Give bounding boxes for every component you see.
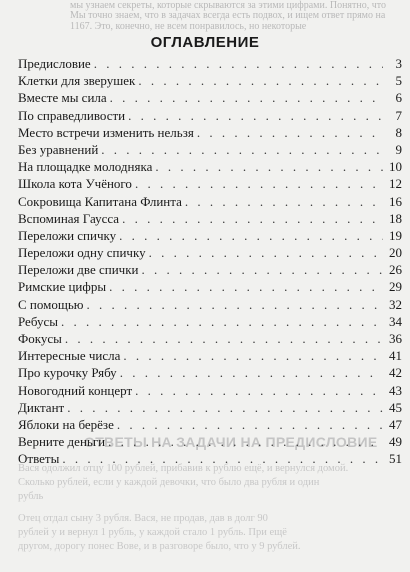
toc-entry[interactable]	[18, 141, 402, 158]
dot-leader	[138, 72, 383, 89]
bleed-through-line: Вася одолжил отцу 100 рублей, прибавив к рублю ещё, и вернулся домой.	[18, 463, 349, 474]
toc-entry-page-number: 16	[389, 193, 402, 209]
toc-title: ОГЛАВЛЕНИЕ	[150, 34, 260, 51]
toc-entry-title: Ответы	[18, 451, 60, 467]
toc-entry-title: Вспоминая Гаусса	[18, 210, 120, 226]
dot-leader	[87, 296, 383, 313]
toc-entry[interactable]	[18, 261, 402, 278]
dot-leader	[110, 89, 383, 106]
toc-entry[interactable]	[18, 399, 402, 416]
toc-entry-title: Переложи одну спичку	[18, 245, 146, 261]
toc-entry-title: По справедливости	[18, 107, 126, 123]
toc-entry-title: Яблоки на берёзе	[18, 416, 114, 432]
toc-entry[interactable]	[18, 433, 402, 450]
toc-entry-title: Предисловие	[18, 56, 91, 71]
toc-entry[interactable]	[18, 416, 402, 433]
dot-leader	[117, 416, 383, 433]
dot-leader	[65, 330, 383, 347]
toc-entry[interactable]	[18, 72, 402, 89]
toc-entry-title: Римские цифры	[18, 279, 107, 295]
dot-leader	[128, 107, 383, 124]
dot-leader	[185, 193, 383, 210]
toc-entry-page-number: 8	[395, 124, 402, 140]
dot-leader	[155, 158, 383, 175]
toc-entry-title: Вместе мы сила	[18, 90, 107, 106]
dot-leader	[119, 227, 383, 244]
toc-entry[interactable]	[18, 175, 402, 192]
toc-entry[interactable]	[18, 347, 402, 364]
toc-entry-title: Верните деньги	[18, 434, 106, 450]
toc-entry-page-number: 47	[389, 416, 402, 432]
toc-entry-title: Клетки для зверушек	[18, 73, 136, 89]
toc-entry-title: Переложи две спички	[18, 262, 139, 278]
toc-entry-page-number: 9	[395, 141, 402, 157]
toc-entry-page-number: 3	[395, 56, 402, 71]
toc-entry[interactable]	[18, 193, 402, 210]
bleed-through-line: Отец отдал сыну 3 рубля. Вася, не продав, дав в долг 90	[18, 513, 268, 524]
dot-leader	[109, 278, 383, 295]
toc-entry-page-number: 42	[389, 365, 402, 381]
toc-entry[interactable]	[18, 313, 402, 330]
toc-entry[interactable]	[18, 278, 402, 295]
toc-entry-title: Про курочку Рябу	[18, 365, 117, 381]
toc-entry[interactable]	[18, 244, 402, 261]
toc-entry-title: Место встречи изменить нельзя	[18, 124, 194, 140]
toc-entry-page-number: 51	[389, 451, 402, 467]
toc-entry[interactable]	[18, 330, 402, 347]
bleed-through-line: Сколько рублей, если у каждой девочки, что было два рубля и один	[18, 477, 320, 488]
dot-leader	[135, 175, 383, 192]
dot-leader	[123, 347, 383, 364]
toc-entry-page-number: 19	[389, 227, 402, 243]
toc-entry-page-number: 32	[389, 296, 402, 312]
dot-leader	[120, 364, 383, 381]
toc-entry[interactable]	[18, 55, 402, 72]
dot-leader	[141, 261, 383, 278]
dot-leader	[62, 450, 383, 467]
toc-entry-page-number: 34	[389, 313, 402, 329]
toc-entry-title: Диктант	[18, 399, 65, 415]
toc-entry-page-number: 29	[389, 279, 402, 295]
dot-leader	[135, 382, 383, 399]
toc-entry-page-number: 7	[395, 107, 402, 123]
toc-entry-page-number: 6	[395, 90, 402, 106]
toc-list	[18, 55, 402, 468]
toc-entry[interactable]	[18, 107, 402, 124]
dot-leader	[149, 244, 383, 261]
toc-entry-title: Без уравнений	[18, 141, 99, 157]
toc-entry-title: С помощью	[18, 296, 84, 312]
bleed-through-heading: ОТВЕТЫ НА ЗАДАЧИ НА ПРЕДИСЛОВИЕ	[84, 434, 378, 450]
toc-entry-page-number: 36	[389, 331, 402, 346]
toc-entry-page-number: 18	[389, 210, 402, 226]
bleed-through-line: мы узнаем секреты, которые скрываются за этими цифрами. Понятно, что	[70, 0, 387, 11]
toc-entry-page-number: 5	[395, 73, 402, 89]
toc-entry[interactable]	[18, 158, 402, 175]
toc-entry-title: Интересные числа	[18, 348, 121, 364]
toc-entry-page-number: 26	[389, 262, 402, 278]
toc-entry-page-number: 45	[389, 399, 402, 415]
toc-entry-title: На площадке молодняка	[18, 159, 153, 175]
toc-entry-title: Школа кота Учёного	[18, 176, 132, 192]
toc-entry[interactable]	[18, 210, 402, 227]
dot-leader	[67, 399, 383, 416]
toc-entry-page-number: 10	[389, 159, 402, 175]
toc-entry[interactable]	[18, 124, 402, 141]
dot-leader	[122, 210, 383, 227]
toc-entry[interactable]	[18, 227, 402, 244]
bleed-through-line: 1167. Это, конечно, не всем понравилось, но некоторые	[70, 21, 307, 32]
bleed-through-line: другом, дорогу понес Вове, и в разговоре было, что у 9 рублей.	[18, 541, 301, 552]
toc-entry-page-number: 43	[389, 382, 402, 398]
toc-entry-page-number: 49	[389, 434, 402, 450]
toc-entry[interactable]	[18, 296, 402, 313]
toc-entry-page-number: 41	[389, 348, 402, 364]
dot-leader	[197, 124, 383, 141]
toc-entry-title: Ребусы	[18, 313, 58, 329]
toc-entry-page-number: 20	[389, 245, 402, 261]
toc-entry[interactable]	[18, 89, 402, 106]
bleed-through-line: рубль	[18, 491, 44, 502]
dot-leader	[108, 433, 383, 450]
toc-entry-title: Переложи спичку	[18, 227, 117, 243]
dot-leader	[61, 313, 383, 330]
toc-entry-title: Сокровища Капитана Флинта	[18, 193, 182, 209]
dot-leader	[94, 55, 383, 72]
bleed-through-line: Мы точно знаем, что в задачах всегда есть подвох, и ищем ответ прямо на	[70, 10, 386, 21]
dot-leader	[101, 141, 383, 158]
toc-entry[interactable]	[18, 382, 402, 399]
toc-entry-page-number: 12	[389, 176, 402, 192]
toc-entry-title: Новогодний концерт	[18, 382, 133, 398]
toc-entry[interactable]	[18, 364, 402, 381]
bleed-through-line: рублей у и вернул 1 рубль, у каждой стало 1 рубль. При ещё	[18, 527, 287, 538]
toc-entry[interactable]	[18, 450, 402, 467]
toc-entry-title: Фокусы	[18, 331, 62, 346]
